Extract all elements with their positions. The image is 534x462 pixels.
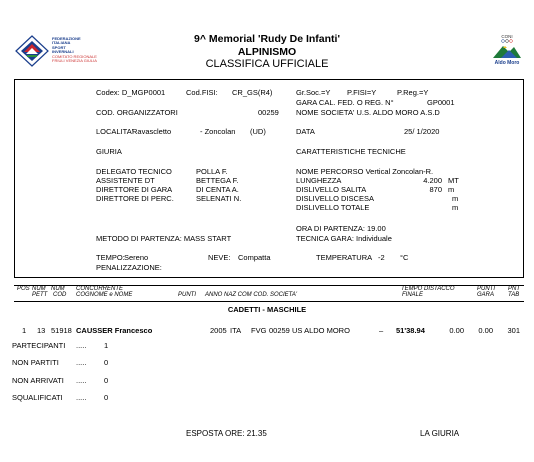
mountain-logo-icon bbox=[491, 32, 523, 60]
neve-label: NEVE: bbox=[208, 253, 231, 262]
col-punti: PUNTI bbox=[178, 292, 196, 298]
summary-value: 1 bbox=[104, 341, 109, 350]
neve-value: Compatta bbox=[238, 253, 271, 262]
col-punti-gara: PUNTI bbox=[477, 286, 495, 292]
official-name: POLLA F. bbox=[196, 167, 228, 176]
summary-label: SQUALIFICATI bbox=[12, 393, 63, 402]
localita-prov: (UD) bbox=[250, 127, 266, 136]
penalizzazione: PENALIZZAZIONE: bbox=[96, 263, 162, 272]
row-cod: 51918 bbox=[51, 326, 72, 335]
localita-label: LOCALITA' bbox=[96, 127, 134, 136]
row-anno: 2005 bbox=[210, 326, 227, 335]
col-num-cod: NUM bbox=[51, 286, 65, 292]
col-distacco: DISTACCO bbox=[424, 286, 455, 292]
col-concorrente: CONCORRENTE bbox=[76, 286, 124, 292]
coni-mark: CONI bbox=[501, 34, 513, 39]
row-pnt-tab: 301 bbox=[507, 326, 520, 335]
row-name: CAUSSER Francesco bbox=[76, 326, 153, 335]
col-pnt: PNT bbox=[508, 286, 520, 292]
summary-value: 0 bbox=[104, 376, 109, 385]
gara-cal-value: GP0001 bbox=[427, 98, 455, 107]
category-heading: CADETTI - MASCHILE bbox=[227, 305, 307, 314]
official-name: SELENATI N. bbox=[196, 194, 242, 203]
fisi-line-6: FRIULI VENEZIA GIULIA bbox=[52, 58, 97, 64]
data-label: DATA bbox=[296, 127, 315, 136]
official-name: BETTEGA F. bbox=[196, 176, 239, 185]
cod-organizzatori-label: COD. ORGANIZZATORI bbox=[96, 108, 178, 117]
cod-fisi-value: CR_GS(R4) bbox=[232, 88, 273, 97]
tech-label: DISLIVELLO DISCESA bbox=[296, 194, 374, 203]
fisi-line-1: FEDERAZIONE bbox=[52, 36, 81, 41]
row-punti-gara: 0.00 bbox=[478, 326, 493, 335]
cod-organizzatori-value: 00259 bbox=[258, 108, 279, 117]
summary-value: 0 bbox=[104, 393, 109, 402]
row-com: FVG bbox=[251, 326, 267, 335]
aldo-moro-label: Aldo Moro bbox=[494, 60, 520, 66]
temperatura-label: TEMPERATURA bbox=[316, 253, 373, 262]
summary-dots: ..... bbox=[76, 393, 87, 402]
summary-dots: ..... bbox=[76, 341, 87, 350]
row-tempo: 51'38.94 bbox=[396, 326, 425, 335]
fisi-line-4: INVERNALI bbox=[52, 49, 74, 55]
row-naz: ITA bbox=[230, 326, 242, 335]
col-cod: COD bbox=[53, 292, 67, 298]
caratteristiche-heading: CARATTERISTICHE TECNICHE bbox=[296, 147, 406, 156]
p-reg: P.Reg.=Y bbox=[397, 88, 429, 97]
col-anno-naz-societa: ANNO NAZ COM COD. SOCIETA' bbox=[205, 292, 298, 298]
col-gara: GARA bbox=[477, 292, 495, 298]
col-pos: POS bbox=[17, 286, 30, 292]
col-tempo: TEMPO bbox=[401, 286, 423, 292]
official-role: ASSISTENTE DT bbox=[96, 176, 155, 185]
gr-soc: Gr.Soc.=Y bbox=[296, 88, 331, 97]
tech-value: 870 bbox=[429, 185, 442, 194]
tech-value: 4.200 bbox=[423, 176, 442, 185]
col-cognome-nome: COGNOME e NOME bbox=[76, 292, 133, 298]
summary-dots: ..... bbox=[76, 376, 87, 385]
col-pett: PETT bbox=[32, 292, 48, 298]
tech-unit: m bbox=[452, 194, 459, 203]
official-name: DI CENTA A. bbox=[196, 185, 239, 194]
row-pos: 1 bbox=[22, 326, 27, 335]
ora-partenza: ORA DI PARTENZA: 19.00 bbox=[296, 224, 386, 233]
localita-zona: - Zoncolan bbox=[200, 127, 236, 136]
codex: Codex: D_MGP0001 bbox=[96, 88, 166, 97]
gara-cal-label: GARA CAL. FED. O REG. N° bbox=[296, 98, 394, 107]
cod-fisi-label: Cod.FISI: bbox=[186, 88, 218, 97]
discipline-title: ALPINISMO bbox=[237, 46, 297, 58]
row-societa: US ALDO MORO bbox=[292, 326, 350, 335]
official-role: DIRETTORE DI PERC. bbox=[96, 194, 174, 203]
la-giuria: LA GIURIA bbox=[420, 429, 460, 438]
event-title: 9^ Memorial 'Rudy De Infanti' bbox=[194, 33, 340, 45]
official-role: DELEGATO TECNICO bbox=[96, 167, 172, 176]
esposta-ore: ESPOSTA ORE: 21.35 bbox=[186, 429, 267, 438]
giuria-heading: GIURIA bbox=[96, 147, 122, 156]
temperatura-value: -2 bbox=[378, 253, 385, 262]
row-distacco: 0.00 bbox=[449, 326, 464, 335]
temperatura-unit: °C bbox=[400, 253, 409, 262]
summary-dots: ..... bbox=[76, 358, 87, 367]
row-cod-soc: 00259 bbox=[269, 326, 290, 335]
official-role: DIRETTORE DI GARA bbox=[96, 185, 173, 194]
tempo-label: TEMPO: bbox=[96, 253, 125, 262]
col-finale: FINALE bbox=[402, 292, 424, 298]
tech-label: DISLIVELLO TOTALE bbox=[296, 203, 370, 212]
tempo-value: Sereno bbox=[124, 253, 149, 262]
classification-title: CLASSIFICA UFFICIALE bbox=[205, 58, 329, 70]
tech-label: DISLIVELLO SALITA bbox=[296, 185, 367, 194]
tecnica-gara: TECNICA GARA: Individuale bbox=[296, 234, 392, 243]
nome-percorso: NOME PERCORSO Vertical Zoncolan-R. bbox=[296, 167, 434, 176]
summary-label: PARTECIPANTI bbox=[12, 341, 66, 350]
fisi-line-3: SPORT bbox=[52, 44, 66, 50]
row-dash: – bbox=[379, 326, 384, 335]
col-num-pett: NUM bbox=[32, 286, 46, 292]
col-tab: TAB bbox=[508, 292, 520, 298]
tech-unit: MT bbox=[448, 176, 459, 185]
summary-label: NON ARRIVATI bbox=[12, 376, 64, 385]
aldo-moro-logo bbox=[491, 32, 523, 70]
metodo-partenza: METODO DI PARTENZA: MASS START bbox=[96, 234, 232, 243]
table-header-bottom-rule bbox=[14, 301, 524, 302]
row-pett: 13 bbox=[37, 326, 46, 335]
tech-unit: m bbox=[452, 203, 459, 212]
fisi-line-5: COMITATO REGIONALE bbox=[52, 53, 97, 59]
summary-value: 0 bbox=[104, 358, 109, 367]
summary-label: NON PARTITI bbox=[12, 358, 59, 367]
nome-societa: NOME SOCIETA' U.S. ALDO MORO A.S.D bbox=[296, 108, 440, 117]
tech-label: LUNGHEZZA bbox=[296, 176, 342, 185]
p-fisi: P.FISI=Y bbox=[347, 88, 377, 97]
fisi-line-2: ITALIANA bbox=[52, 40, 71, 46]
data-value: 25/ 1/2020 bbox=[404, 127, 440, 136]
localita-value: Ravascletto bbox=[132, 127, 172, 136]
tech-unit: m bbox=[448, 185, 455, 194]
